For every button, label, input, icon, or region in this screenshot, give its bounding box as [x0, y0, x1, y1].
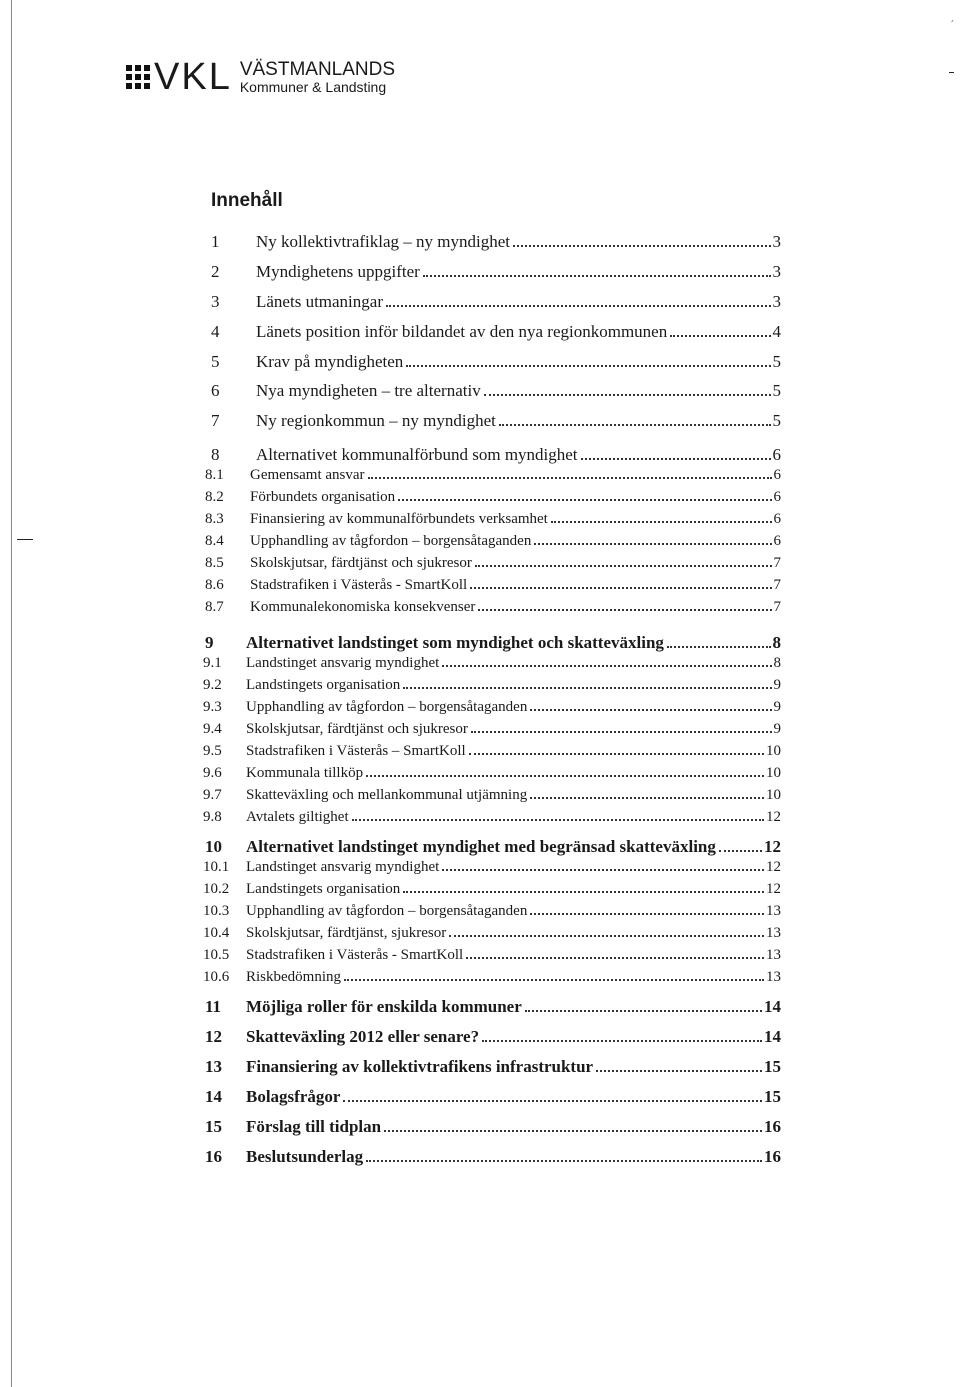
toc-entry-title: Kommunala tillköp	[246, 765, 364, 781]
toc-entry-title: Landstinget ansvarig myndighet	[246, 655, 440, 671]
toc-entry-page: 7	[773, 577, 781, 593]
toc-entry	[256, 322, 781, 342]
toc-entry-title: Förslag till tidplan	[246, 1117, 382, 1136]
toc-entry	[246, 633, 781, 653]
toc-dot-leader	[670, 335, 770, 337]
toc-row[interactable]	[199, 765, 789, 785]
toc-entry-title: Stadstrafiken i Västerås – SmartKoll	[246, 743, 466, 759]
toc-entry-title: Finansiering av kommunalförbundets verksamhet	[250, 511, 548, 527]
toc-dot-leader	[368, 477, 772, 479]
toc-dot-leader	[530, 913, 764, 915]
logo-text	[240, 60, 395, 95]
toc-row[interactable]	[199, 352, 789, 372]
toc-entry-title: Upphandling av tågfordon – borgensåtaganden	[246, 699, 528, 715]
toc-entry-number: 9.3	[203, 699, 222, 715]
toc-entry	[246, 837, 781, 857]
toc-row[interactable]	[199, 1087, 789, 1107]
page-edge-line	[11, 0, 12, 1387]
toc-dot-leader	[423, 275, 771, 277]
toc-dot-leader	[384, 1130, 762, 1132]
toc-entry-page: 7	[773, 599, 781, 615]
toc-entry-number: 10	[205, 837, 222, 856]
toc-entry-number: 10.3	[203, 903, 230, 919]
toc-row[interactable]	[199, 322, 789, 342]
toc-row[interactable]	[199, 787, 789, 807]
toc-entry	[246, 787, 781, 804]
logo-line-1: VÄSTMANLANDS	[239, 58, 396, 80]
toc-entry-number: 9.4	[203, 721, 222, 737]
toc-entry-page: 3	[772, 262, 781, 281]
toc-entry-page: 16	[764, 1117, 781, 1136]
toc-dot-leader	[442, 665, 771, 667]
toc-entry-number: 8.2	[205, 489, 224, 505]
toc-entry-title: Riskbedömning	[246, 969, 342, 985]
toc-entry	[246, 677, 781, 694]
toc-row[interactable]	[199, 232, 789, 252]
toc-dot-leader	[667, 646, 771, 648]
toc-dot-leader	[478, 609, 771, 611]
toc-entry-number: 13	[205, 1057, 222, 1076]
toc-row[interactable]	[199, 997, 789, 1017]
toc-row[interactable]	[199, 381, 789, 401]
toc-row[interactable]	[199, 859, 789, 879]
toc-entry	[246, 765, 781, 782]
toc-entry-number: 8.5	[205, 555, 224, 571]
toc-dot-leader	[596, 1070, 762, 1072]
toc-row[interactable]	[199, 533, 789, 553]
toc-entry	[256, 232, 781, 252]
toc-row[interactable]	[199, 677, 789, 697]
toc-entry-page: 8	[773, 655, 781, 671]
toc-row[interactable]	[199, 1117, 789, 1137]
toc-entry-number: 7	[211, 411, 220, 430]
toc-entry-page: 3	[772, 292, 781, 311]
toc-row[interactable]	[199, 837, 789, 857]
toc-entry	[256, 292, 781, 312]
toc-dot-leader	[534, 543, 771, 545]
toc-row[interactable]	[199, 1147, 789, 1167]
toc-entry	[246, 969, 781, 986]
toc-entry-number: 9.1	[203, 655, 222, 671]
toc-entry	[246, 699, 781, 716]
toc-row[interactable]	[199, 809, 789, 829]
toc-entry	[256, 411, 781, 431]
toc-entry-page: 5	[772, 381, 781, 400]
toc-dot-leader	[366, 775, 764, 777]
toc-entry-page: 10	[766, 765, 781, 781]
toc-row[interactable]	[199, 489, 789, 509]
toc-entry-title: Länets position inför bildandet av den nya regionkommunen	[256, 322, 668, 341]
toc-entry-page: 12	[766, 809, 781, 825]
toc-entry-number: 10.4	[203, 925, 230, 941]
toc-entry-page: 6	[773, 511, 781, 527]
toc-entry	[256, 262, 781, 282]
toc-entry	[246, 809, 781, 826]
toc-entry-page: 13	[766, 925, 781, 941]
toc-entry	[250, 467, 781, 484]
toc-entry	[246, 1027, 781, 1047]
toc-entry-title: Skolskjutsar, färdtjänst, sjukresor	[246, 925, 447, 941]
toc-dot-leader	[525, 1010, 762, 1012]
toc-entry-title: Alternativet kommunalförbund som myndighet	[256, 445, 578, 464]
toc-entry-page: 12	[766, 881, 781, 897]
toc-entry	[246, 655, 781, 672]
toc-row[interactable]	[199, 925, 789, 945]
toc-entry-number: 10.1	[203, 859, 230, 875]
toc-entry	[246, 881, 781, 898]
toc-entry	[246, 1147, 781, 1167]
toc-row[interactable]	[199, 511, 789, 531]
toc-entry-page: 13	[766, 969, 781, 985]
toc-entry-page: 7	[773, 555, 781, 571]
toc-entry-title: Landstingets organisation	[246, 881, 401, 897]
toc-entry-number: 8.4	[205, 533, 224, 549]
toc-dot-leader	[449, 935, 764, 937]
organization-logo	[126, 58, 395, 96]
toc-dot-leader	[398, 499, 771, 501]
toc-row[interactable]	[199, 903, 789, 923]
toc-dot-leader	[470, 587, 771, 589]
toc-entry-number: 8.3	[205, 511, 224, 527]
toc-entry-title: Upphandling av tågfordon – borgensåtaganden	[246, 903, 528, 919]
toc-row[interactable]	[199, 411, 789, 431]
toc-entry-page: 3	[772, 232, 781, 251]
toc-entry	[256, 352, 781, 372]
toc-entry-number: 6	[211, 381, 220, 400]
toc-entry	[250, 511, 781, 528]
toc-entry-title: Länets utmaningar	[256, 292, 383, 311]
toc-entry-number: 15	[205, 1117, 222, 1136]
toc-entry-number: 16	[205, 1147, 222, 1166]
toc-entry-title: Upphandling av tågfordon – borgensåtaganden	[250, 533, 532, 549]
toc-entry-page: 15	[764, 1057, 781, 1076]
logo-dots-icon	[126, 65, 150, 89]
toc-entry-page: 13	[766, 903, 781, 919]
toc-entry	[246, 1117, 781, 1137]
toc-entry	[246, 903, 781, 920]
toc-entry-page: 9	[773, 699, 781, 715]
toc-dot-leader	[344, 979, 764, 981]
toc-row[interactable]	[199, 1057, 789, 1077]
toc-row[interactable]	[199, 655, 789, 675]
toc-entry	[250, 577, 781, 594]
toc-entry-number: 8	[211, 445, 220, 464]
toc-entry-number: 10.2	[203, 881, 230, 897]
toc-entry	[246, 997, 781, 1017]
toc-entry-page: 4	[772, 322, 781, 341]
toc-dot-leader	[403, 891, 764, 893]
toc-dot-leader	[719, 850, 762, 852]
toc-entry-title: Alternativet landstinget myndighet med begränsad skatteväxling	[246, 837, 716, 856]
toc-entry-title: Skatteväxling och mellankommunal utjämning	[246, 787, 528, 803]
toc-entry-page: 12	[764, 837, 781, 856]
toc-dot-leader	[386, 305, 771, 307]
toc-entry-title: Bolagsfrågor	[246, 1087, 341, 1106]
toc-row[interactable]	[199, 1027, 789, 1047]
toc-entry-number: 3	[211, 292, 220, 311]
side-dash-mark	[949, 72, 954, 73]
toc-row[interactable]	[199, 947, 789, 967]
toc-entry-title: Ny regionkommun – ny myndighet	[256, 411, 496, 430]
toc-entry	[250, 555, 781, 572]
toc-entry	[256, 381, 781, 401]
toc-entry-number: 10.5	[203, 947, 230, 963]
toc-entry-number: 9	[205, 633, 214, 652]
toc-entry-number: 11	[205, 997, 222, 1016]
toc-row[interactable]	[199, 555, 789, 575]
toc-entry-number: 9.7	[203, 787, 222, 803]
toc-entry-number: 9.5	[203, 743, 222, 759]
toc-dot-leader	[581, 458, 771, 460]
toc-entry-page: 9	[773, 721, 781, 737]
toc-dot-leader	[475, 565, 772, 567]
toc-entry-number: 9.6	[203, 765, 222, 781]
toc-entry-number: 4	[211, 322, 220, 341]
toc-entry-page: 6	[773, 489, 781, 505]
toc-entry-number: 8.1	[205, 467, 224, 483]
toc-row[interactable]	[199, 699, 789, 719]
toc-entry-page: 10	[766, 787, 781, 803]
toc-entry-page: 5	[772, 411, 781, 430]
toc-entry-title: Avtalets giltighet	[246, 809, 349, 825]
toc-dot-leader	[530, 797, 764, 799]
toc-dot-leader	[551, 521, 772, 523]
toc-entry-number: 10.6	[203, 969, 230, 985]
toc-row[interactable]	[199, 881, 789, 901]
toc-entry-page: 13	[766, 947, 781, 963]
toc-entry	[250, 533, 781, 550]
toc-entry-title: Möjliga roller för enskilda kommuner	[246, 997, 522, 1016]
toc-dot-leader	[442, 869, 764, 871]
toc-entry-title: Finansiering av kollektivtrafikens infrastruktur	[246, 1057, 594, 1076]
toc-entry-title: Skatteväxling 2012 eller senare?	[246, 1027, 480, 1046]
toc-row[interactable]	[199, 292, 789, 312]
toc-entry-title: Beslutsunderlag	[246, 1147, 364, 1166]
toc-entry-page: 14	[764, 1027, 781, 1046]
toc-entry-page: 12	[766, 859, 781, 875]
toc-entry-page: 14	[764, 997, 781, 1016]
toc-entry-number: 12	[205, 1027, 222, 1046]
toc-dot-leader	[352, 819, 764, 821]
logo-letters: VKL	[154, 56, 232, 98]
toc-entry-number: 2	[211, 262, 220, 281]
toc-row[interactable]	[199, 633, 789, 653]
toc-entry-title: Nya myndigheten – tre alternativ	[256, 381, 481, 400]
toc-entry-page: 15	[764, 1087, 781, 1106]
toc-row[interactable]	[199, 467, 789, 487]
toc-dot-leader	[530, 709, 771, 711]
toc-row[interactable]	[199, 445, 789, 465]
toc-dot-leader	[469, 753, 764, 755]
toc-entry	[246, 721, 781, 738]
toc-entry-page: 9	[773, 677, 781, 693]
toc-dot-leader	[482, 1040, 762, 1042]
toc-entry-number: 1	[211, 232, 220, 251]
toc-dot-leader	[406, 365, 770, 367]
toc-entry-title: Krav på myndigheten	[256, 352, 404, 371]
logo-line-2: Kommuner & Landsting	[239, 78, 387, 95]
toc-entry	[246, 947, 781, 964]
toc-entry-title: Ny kollektivtrafiklag – ny myndighet	[256, 232, 511, 251]
toc-entry	[246, 1087, 781, 1107]
toc-heading: Innehåll	[211, 190, 283, 211]
toc-entry	[250, 489, 781, 506]
toc-entry-page: 6	[772, 445, 781, 464]
toc-row[interactable]	[199, 743, 789, 763]
toc-entry-number: 8.6	[205, 577, 224, 593]
toc-entry-page: 5	[772, 352, 781, 371]
toc-entry-number: 5	[211, 352, 220, 371]
toc-entry-number: 9.8	[203, 809, 222, 825]
toc-entry-number: 8.7	[205, 599, 224, 615]
toc-entry-title: Landstinget ansvarig myndighet	[246, 859, 440, 875]
toc-entry-page: 6	[773, 533, 781, 549]
toc-dot-leader	[499, 424, 771, 426]
toc-entry-title: Skolskjutsar, färdtjänst och sjukresor	[246, 721, 468, 737]
toc-entry-page: 8	[772, 633, 781, 652]
toc-entry-title: Stadstrafiken i Västerås - SmartKoll	[250, 577, 468, 593]
toc-entry-title: Skolskjutsar, färdtjänst och sjukresor	[250, 555, 472, 571]
toc-row[interactable]	[199, 969, 789, 989]
toc-entry	[246, 1057, 781, 1077]
toc-dot-leader	[366, 1160, 762, 1162]
toc-row[interactable]	[199, 721, 789, 741]
toc-entry-number: 14	[205, 1087, 222, 1106]
toc-entry	[246, 859, 781, 876]
toc-entry-page: 10	[766, 743, 781, 759]
toc-entry-page: 6	[773, 467, 781, 483]
toc-row[interactable]	[199, 577, 789, 597]
toc-entry-title: Kommunalekonomiska konsekvenser	[250, 599, 476, 615]
toc-entry-title: Förbundets organisation	[250, 489, 396, 505]
margin-dash-mark	[17, 539, 33, 540]
toc-entry-page: 16	[764, 1147, 781, 1166]
toc-dot-leader	[466, 957, 764, 959]
toc-entry-title: Landstingets organisation	[246, 677, 401, 693]
toc-row[interactable]	[199, 599, 789, 619]
toc-entry-number: 9.2	[203, 677, 222, 693]
toc-row[interactable]	[199, 262, 789, 282]
table-of-contents	[199, 190, 789, 1166]
toc-entry-title: Alternativet landstinget som myndighet och skatteväxling	[246, 633, 664, 652]
toc-entry-title: Gemensamt ansvar	[250, 467, 365, 483]
toc-dot-leader	[484, 394, 771, 396]
toc-entry	[256, 445, 781, 465]
toc-entry	[246, 925, 781, 942]
corner-mark: ´	[950, 20, 954, 31]
toc-entry	[246, 743, 781, 760]
toc-entry-title: Myndighetens uppgifter	[256, 262, 420, 281]
toc-dot-leader	[343, 1100, 762, 1102]
toc-entry-title: Stadstrafiken i Västerås - SmartKoll	[246, 947, 464, 963]
toc-dot-leader	[403, 687, 771, 689]
toc-entry	[250, 599, 781, 616]
toc-dot-leader	[513, 245, 770, 247]
toc-dot-leader	[471, 731, 772, 733]
